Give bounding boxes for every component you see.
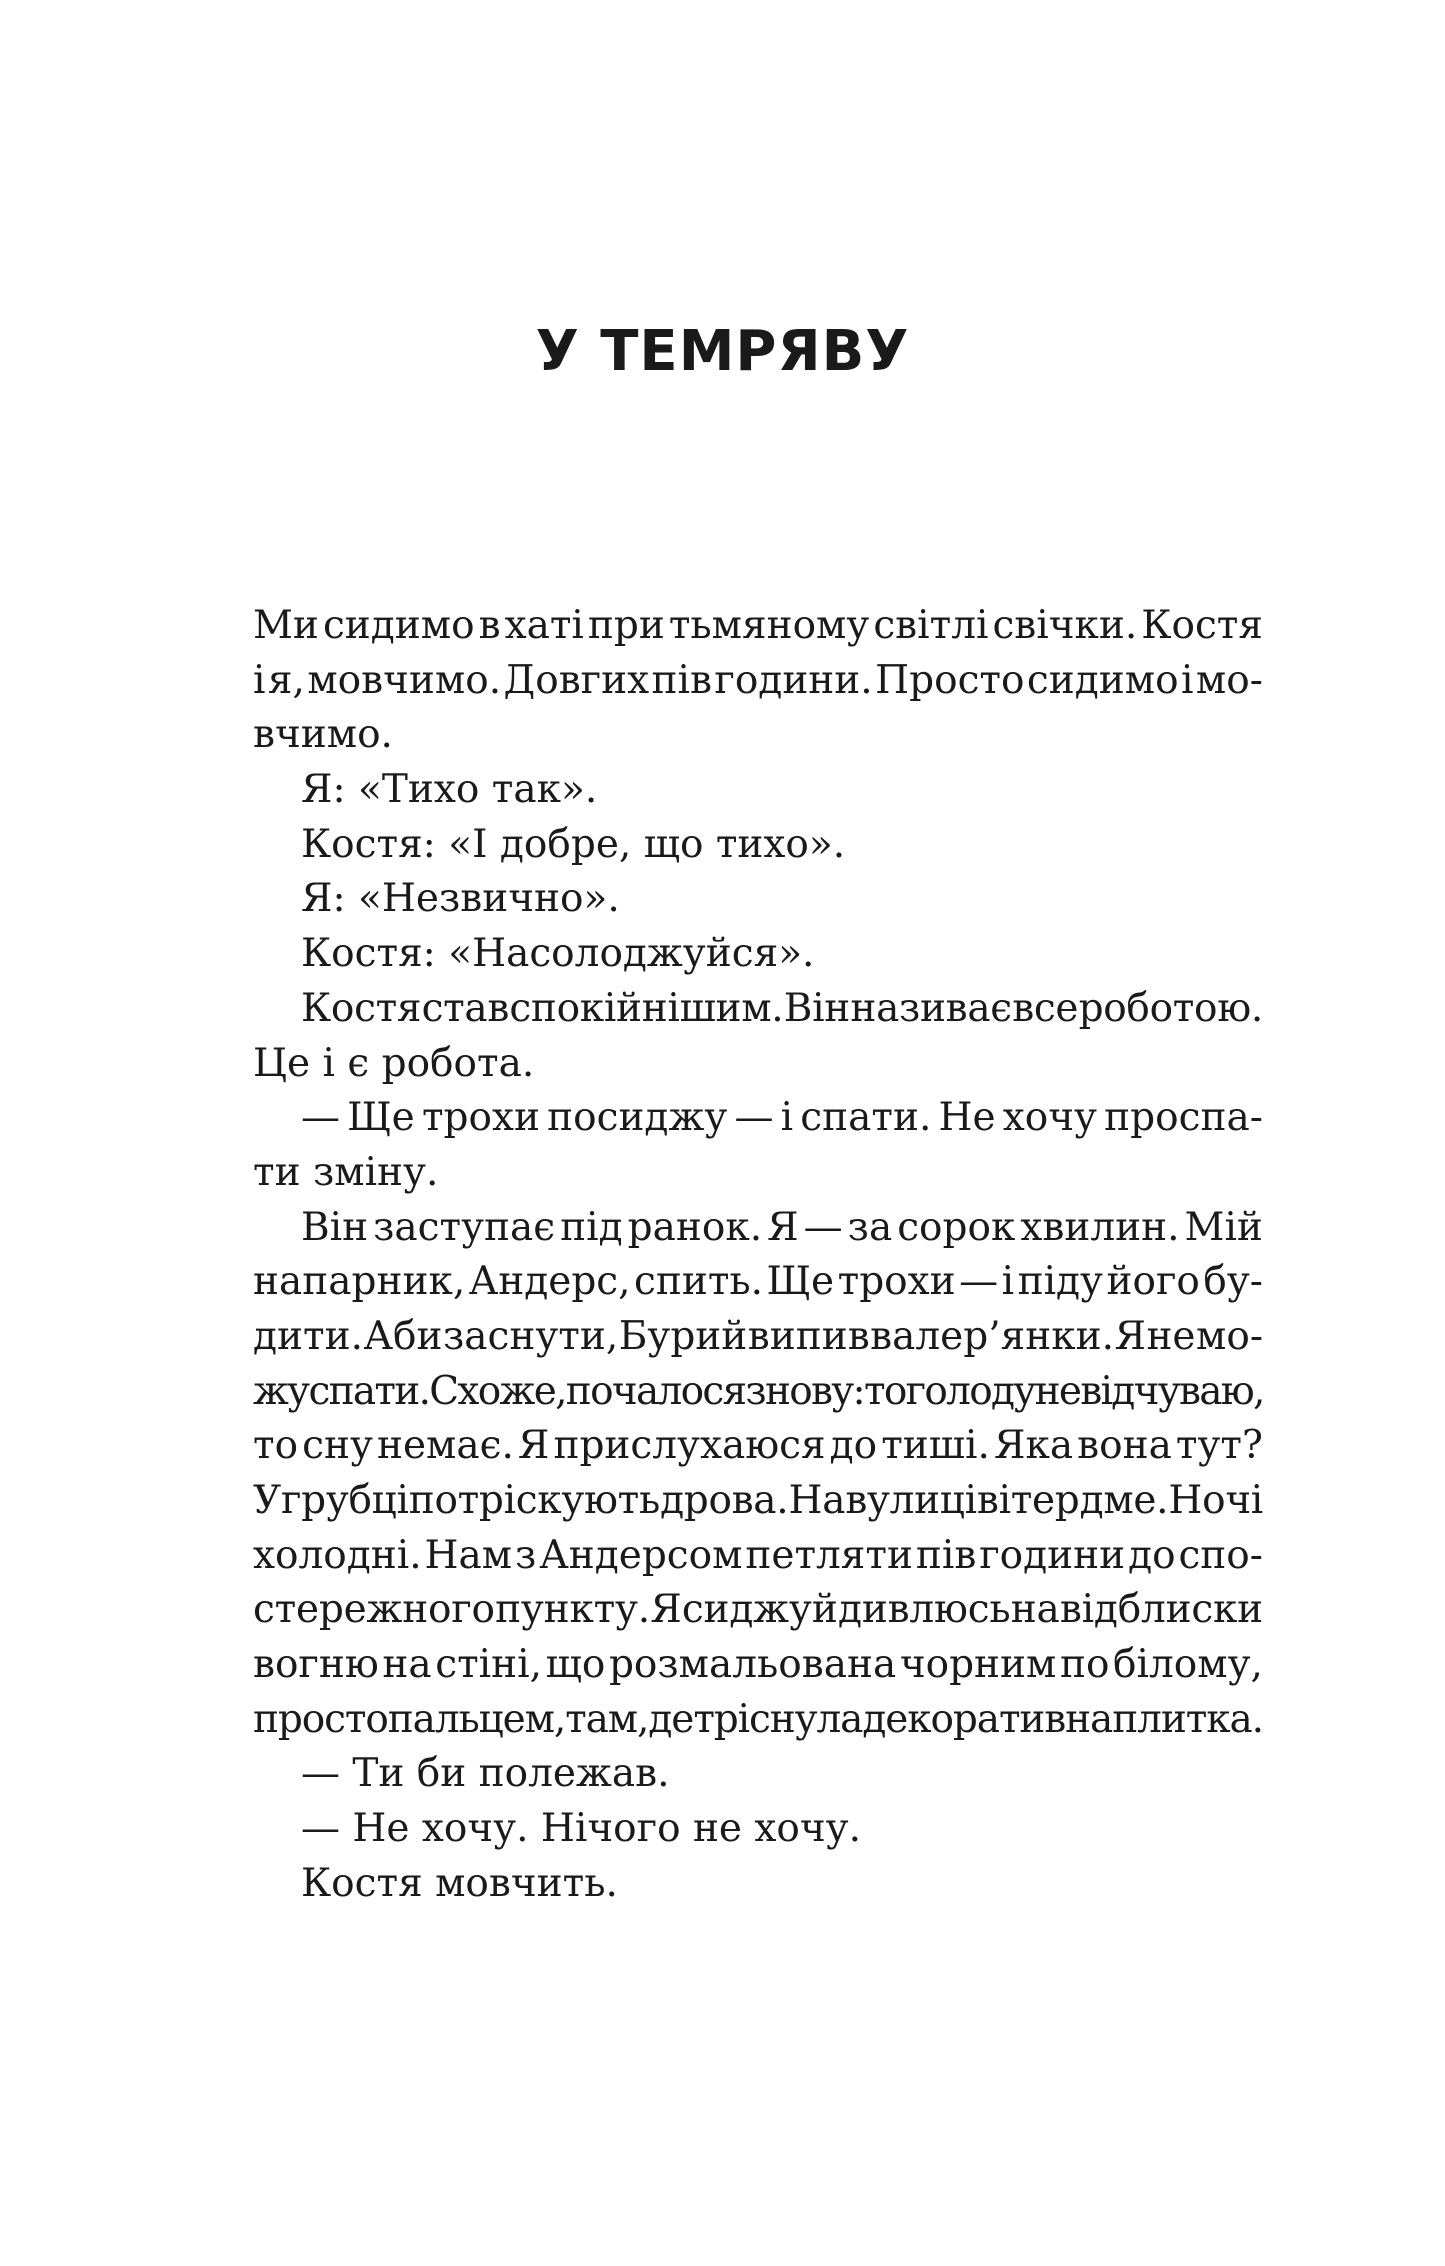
chapter-title: У ТЕМРЯВУ: [535, 319, 910, 384]
text-line: — Ще трохи посиджу — і спати. Не хочу проспа-: [301, 1095, 1263, 1141]
text-line: просто пальцем, там, де тріснула декоративна плитка.: [253, 1696, 1263, 1742]
text-line: Костя: «І добре, що тихо».: [301, 821, 846, 867]
text-line: і я, мовчимо. Довгих пів години. Просто сидимо і мо-: [253, 657, 1263, 703]
chapter-body-text: [253, 599, 1263, 1912]
text-line: Костя став спокійнішим. Він називає все роботою.: [301, 985, 1263, 1031]
text-line: — Не хочу. Нічого не хочу.: [301, 1806, 862, 1852]
text-line: ти зміну.: [253, 1149, 439, 1195]
text-line: вогню на стіні, що розмальована чорним по білому,: [253, 1642, 1263, 1688]
text-line: холодні. Нам з Андерсом петляти пів години до спо-: [253, 1532, 1263, 1578]
text-line: стережного пункту. Я сиджу й дивлюсь на відблиски: [253, 1587, 1263, 1633]
text-line: Це і є робота.: [253, 1040, 535, 1086]
text-line: Ми сидимо в хаті при тьмяному світлі свічки. Костя: [253, 603, 1263, 648]
text-line: то сну немає. Я прислухаюся до тиші. Яка вона тут?: [253, 1423, 1263, 1469]
text-line: Костя: «Насолоджуйся».: [301, 931, 815, 977]
text-line: вчимо.: [253, 712, 393, 758]
text-line: Костя мовчить.: [301, 1860, 618, 1906]
text-line: Я: «Тихо так».: [301, 767, 598, 813]
text-line: дити. Аби заснути, Бурий випив валер’янки. Я не мо-: [253, 1313, 1263, 1359]
text-line: жу спати. Схоже, почалося знову: то голоду не відчуваю,: [253, 1368, 1264, 1414]
text-line: У грубці потріскують дрова. На вулиці вітер дме. Ночі: [253, 1478, 1263, 1523]
text-line: напарник, Андерс, спить. Ще трохи — і піду його бу-: [253, 1259, 1263, 1305]
text-line: Він заступає під ранок. Я — за сорок хвилин. Мій: [301, 1204, 1263, 1250]
text-line: Я: «Незвично».: [301, 876, 620, 922]
text-line: — Ти би полежав.: [301, 1751, 670, 1797]
